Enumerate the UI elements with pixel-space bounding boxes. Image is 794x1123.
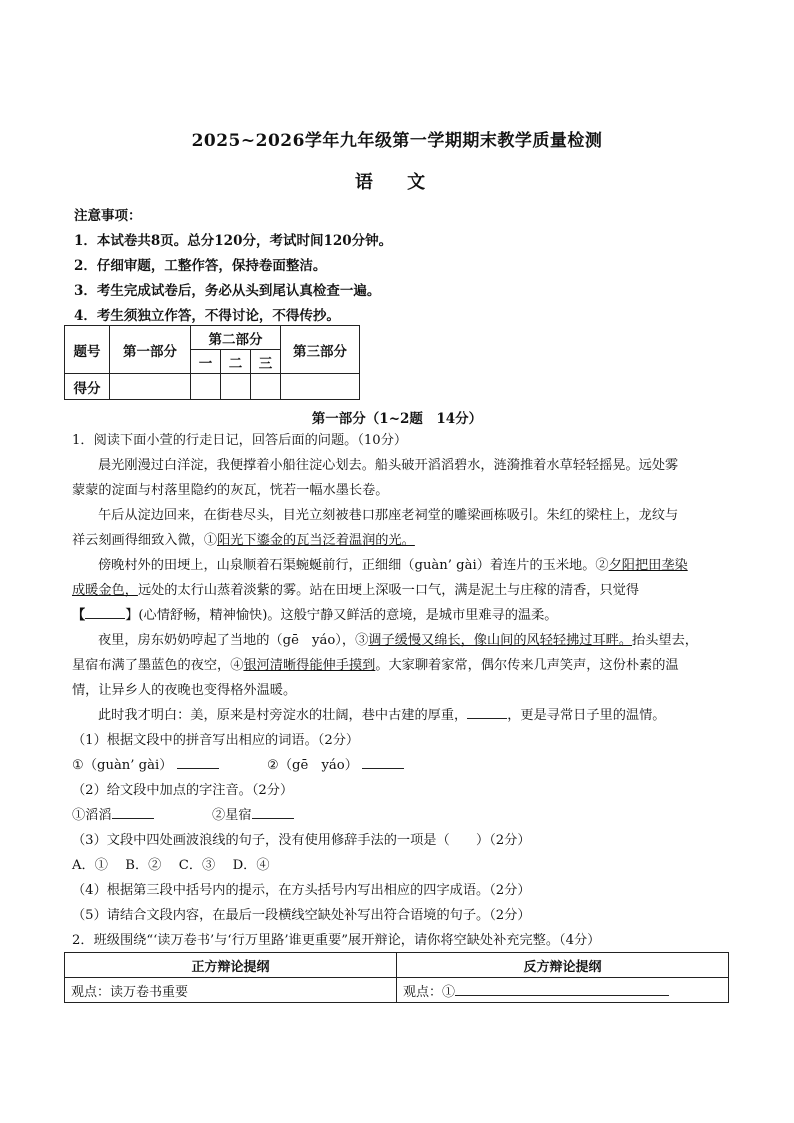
text-segment: 远处的太行山蒸着淡紫的雾。站在田埂上深吸一口气，满是泥土与庄稼的清香，只觉得 (137, 583, 640, 598)
paragraph-2-line: 午后从淀边回来，在街巷尽头，目光立刻被巷口那座老祠堂的雕梁画栋吸引。朱红的梁柱上，龙纹与 (98, 508, 679, 523)
text-segment: 】(心情舒畅，精神愉快)。这般宁静又鲜活的意境，是城市里难寻的温柔。 (125, 608, 558, 623)
note-item: 2．仔细审题，工整作答，保持卷面整洁。 (74, 258, 327, 274)
sub-question-3: （3）文段中四处画波浪线的句子，没有使用修辞手法的一项是（ ）（2分） (72, 833, 531, 848)
wavy-sentence-4: 银河清晰得能伸手摸到 (243, 658, 376, 673)
paragraph-3-line (72, 578, 639, 603)
score-table (64, 325, 360, 400)
text-segment: 傍晚村外的田埂上，山泉顺着石渠蜿蜒前行，正细细（guàn’ gài）着连片的玉米地。② (98, 558, 609, 573)
paragraph-1-line: 蒙蒙的淀面与村落里隐约的灰瓦，恍若一幅水墨长卷。 (72, 483, 389, 498)
paragraph-3-line (98, 553, 688, 578)
header-sub-two: 二 (221, 350, 251, 374)
text-segment: 星宿布满了墨蓝色的夜空，④ (72, 658, 244, 673)
con-viewpoint-cell (397, 978, 729, 1003)
sub-question-4: （4）根据第三段中括号内的提示，在方头括号内写出相应的四字成语。（2分） (72, 883, 531, 898)
text-segment: 此时我才明白：美，原来是村旁淀水的壮阔，巷中古建的厚重， (98, 708, 468, 723)
answer-blank[interactable] (177, 768, 219, 769)
pinyin-prompt: ②（gē yáo） (267, 758, 358, 773)
text-segment: 抬头望去， (632, 633, 698, 648)
paragraph-4-line (98, 628, 698, 653)
con-outline-header: 反方辩论提纲 (397, 953, 729, 978)
part-one-heading: 第一部分（1~2题 14分） (311, 411, 483, 427)
header-sub-three: 三 (251, 350, 281, 374)
wavy-sentence-2-cont: 成暖金色， (72, 583, 138, 598)
pro-viewpoint: 观点：读万卷书重要 (65, 978, 397, 1003)
header-part-two: 第二部分 (191, 326, 281, 350)
sub-question-1: （1）根据文段中的拼音写出相应的词语。（2分） (72, 733, 360, 748)
wavy-sentence-3: 调子缓慢又绵长，像山间的风轻轻拂过耳畔。 (368, 633, 633, 648)
paragraph-5-line (98, 703, 666, 728)
header-question-number: 题号 (65, 326, 110, 374)
text-segment: 祥云刻画得细致入微，① (72, 533, 218, 548)
con-viewpoint-label: 观点：① (403, 984, 456, 1000)
note-item: 1．本试卷共8页。总分120分，考试时间120分钟。 (74, 233, 393, 249)
sub-question-2: （2）给文段中加点的字注音。（2分） (72, 783, 294, 798)
paragraph-1-line: 晨光刚漫过白洋淀，我便撑着小船往淀心划去。船头破开滔滔碧水，涟漪推着水草轻轻摇晃。远处雾 (98, 458, 679, 473)
score-cell[interactable] (110, 374, 191, 400)
paragraph-4-line (72, 653, 679, 678)
paragraph-4-line: 情，让异乡人的夜晚也变得格外温暖。 (72, 683, 297, 698)
sub-question-1-answers (72, 753, 404, 778)
answer-blank[interactable] (362, 768, 404, 769)
sub-question-3-options[interactable]: A．① B．② C．③ D．④ (72, 858, 270, 873)
bracket-open: 【 (72, 608, 86, 623)
subject-title: 语 文 (354, 172, 440, 193)
score-cell[interactable] (251, 374, 281, 400)
text-segment: 。大家聊着家常，偶尔传来几声笑声，这份朴素的温 (375, 658, 679, 673)
score-row-label: 得分 (65, 374, 110, 400)
header-part-one: 第一部分 (110, 326, 191, 374)
text-segment: 夜里，房东奶奶哼起了当地的（gē yáo），③ (98, 633, 369, 648)
paragraph-3-line (72, 603, 557, 628)
note-item: 4．考生须独立作答，不得讨论，不得传抄。 (74, 308, 340, 324)
question-1-intro: 1．阅读下面小萱的行走日记，回答后面的问题。（10分） (72, 433, 408, 448)
sentence-blank[interactable] (467, 718, 507, 719)
exam-title: 2025~2026学年九年级第一学期期末教学质量检测 (191, 131, 603, 151)
score-cell[interactable] (281, 374, 360, 400)
pro-outline-header: 正方辩论提纲 (65, 953, 397, 978)
question-2-intro: 2．班级围绕“‘读万卷书’与‘行万里路’谁更重要”展开辩论，请你将空缺处补充完整。（4分） (72, 933, 601, 948)
sub-question-5: （5）请结合文段内容，在最后一段横线空缺处补写出符合语境的句子。（2分） (72, 908, 531, 923)
pinyin-prompt: ①（guàn’ gài） (72, 758, 173, 773)
debate-table (64, 952, 729, 1003)
answer-blank[interactable] (252, 818, 294, 819)
answer-blank[interactable] (112, 818, 154, 819)
notes-heading: 注意事项： (74, 208, 142, 224)
wavy-sentence-2: 夕阳把田垄染 (608, 558, 688, 573)
header-sub-one: 一 (191, 350, 221, 374)
header-part-three: 第三部分 (281, 326, 360, 374)
char-prompt: ②星宿 (211, 808, 252, 823)
idiom-blank[interactable] (85, 618, 125, 619)
score-cell[interactable] (221, 374, 251, 400)
con-viewpoint-blank[interactable] (455, 995, 669, 996)
paragraph-2-line (72, 528, 415, 553)
sub-question-2-answers (72, 803, 294, 828)
text-segment: ，更是寻常日子里的温情。 (507, 708, 666, 723)
note-item: 3．考生完成试卷后，务必从头到尾认真检查一遍。 (74, 283, 381, 299)
score-cell[interactable] (191, 374, 221, 400)
wavy-sentence-1: 阳光下鎏金的瓦当泛着温润的光。 (217, 533, 415, 548)
char-prompt: ①滔滔 (72, 808, 112, 823)
